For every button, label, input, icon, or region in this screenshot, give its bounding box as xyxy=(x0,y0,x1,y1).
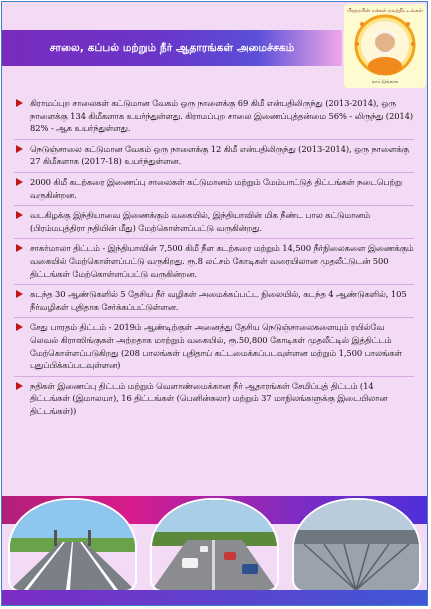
bullet-arrow-icon xyxy=(16,382,23,390)
list-item-text: 2000 கிமீ கடற்கரை இணைப்பு சாலைகள் கட்டுமானம் மற்றும் மேம்பாட்டுத் திட்டங்கள் நடைபெற்று வருகின்றன. xyxy=(30,176,402,200)
highway-photo xyxy=(150,498,279,592)
bullet-arrow-icon xyxy=(16,290,23,298)
bullet-arrow-icon xyxy=(16,178,23,186)
list-item-text: வடகிழக்கு இந்தியாவை இணைக்கும் வகையில், இந்தியாவின் மிக நீண்ட பால கட்டுமானம் (பிரம்மபுத்திரா நதியின் மீது) மேற்கொள்ளப்பட்டு வருகின்றது. xyxy=(30,210,371,233)
bullet-arrow-icon xyxy=(16,211,23,219)
list-item xyxy=(14,318,414,376)
expressway-photo xyxy=(8,498,137,592)
highway-image xyxy=(152,500,277,590)
scheme-logo xyxy=(344,4,426,88)
logo-ring-text: பிரதமரின் மக்கள் நலத்திட்டங்கள் xyxy=(347,8,423,14)
content-list xyxy=(14,94,414,421)
list-item-text: கிராமப்புற சாலைகள் கட்டுமான வேகம் ஒரு நாளைக்கு 69 கிமீ என்பதிலிருந்து (2013-2014), ஒரு நாளைக்கு 134 கிமீகளாக உயர்ந்துள்ளது. கிராமப்புற சாலை இணைப்புத்தன்மை 56% - லிருந்து (2014) 82% - ஆக உயர்ந்துள்ளது. xyxy=(30,98,414,134)
bullet-arrow-icon xyxy=(16,145,23,153)
ministry-title: சாலை, கப்பல் மற்றும் நீர் ஆதாரங்கள் அமைச்சகம் xyxy=(49,42,295,54)
logo-subtitle: நாட்டுக்காக xyxy=(371,79,399,85)
bridge-image xyxy=(294,500,419,590)
footer-bottom-band xyxy=(2,590,427,606)
page xyxy=(1,1,428,606)
list-item xyxy=(14,140,414,173)
list-item-text: சாகர்மாலா திட்டம் - இந்தியாவின் 7,500 கிமீ நீள கடற்கரை மற்றும் 14,500 நீர்நிலைகளை இணைக்கும் வகையில் மேற்கொள்ளப்பட்டு வருகிறது. ரூ.8 லட்சம் கோடிகள் வரையிலான முதலீட்டுடன் 500 திட்டங்கள் மேற்கொள்ளப்பட்டு வருகின்றன. xyxy=(30,243,414,279)
bridge-photo xyxy=(292,498,421,592)
list-item-text: நெடுஞ்சாலை கட்டுமான வேகம் ஒரு நாளைக்கு 12 கிமீ என்பதிலிருந்து (2013-2014), ஒரு நாளைக்கு 27 கிமீகளாக (2017-18) உயர்ந்துள்ளன. xyxy=(30,143,409,167)
list-item xyxy=(14,173,414,206)
portrait-icon xyxy=(344,4,426,88)
bullet-arrow-icon xyxy=(16,323,23,331)
list-item-text: கடந்த 30 ஆண்டுகளில் 5 தேசிய நீர் வழிகள் அமைக்கப்பட்ட நிலையில், கடந்த 4 ஆண்டுகளில், 105 நீர்வழிகள் புதிதாக சேர்க்கப்பட்டுள்ளன. xyxy=(30,289,407,312)
list-item-text: சேது பாரதம் திட்டம் - 2019ம் ஆண்டிற்குள் அனைத்து தேசிய நெடுஞ்சாலைகளையும் ரயில்வே லெவல் கிராஸிங்குகள் அற்றதாக மாற்றும் வகையில், ரூ.50,800 கோடிகள் முதலீட்டில் இத்திட்டம் மேற்கொள்ளப்படுகிறது (208 பாலங்கள் புதிதாய் கட்டமைக்கப்படவுள்ளன மற்றும் 1,500 பாலங்கள் புதுப்பிக்கப்படவுள்ளன) xyxy=(30,322,402,371)
expressway-image xyxy=(10,500,135,590)
list-item xyxy=(14,206,414,239)
list-item-text: நதிகள் இணைப்பு திட்டம் மற்றும் வெளாண்மைக்கான நீர் ஆதாரங்கள் சேமிப்புத் திட்டம் (14 திட்டங்கள் (இமாலயா), 16 திட்டங்கள் (பெனின்சுலா) மற்றும் 37 மாநிலங்களுக்கு இடையிலான திட்டங்கள்)) xyxy=(30,380,388,416)
list-item xyxy=(14,239,414,285)
bullet-arrow-icon xyxy=(16,244,23,252)
bullet-arrow-icon xyxy=(16,99,23,107)
header xyxy=(2,2,427,90)
list-item xyxy=(14,94,414,140)
list-item xyxy=(14,377,414,422)
list-item xyxy=(14,285,414,318)
